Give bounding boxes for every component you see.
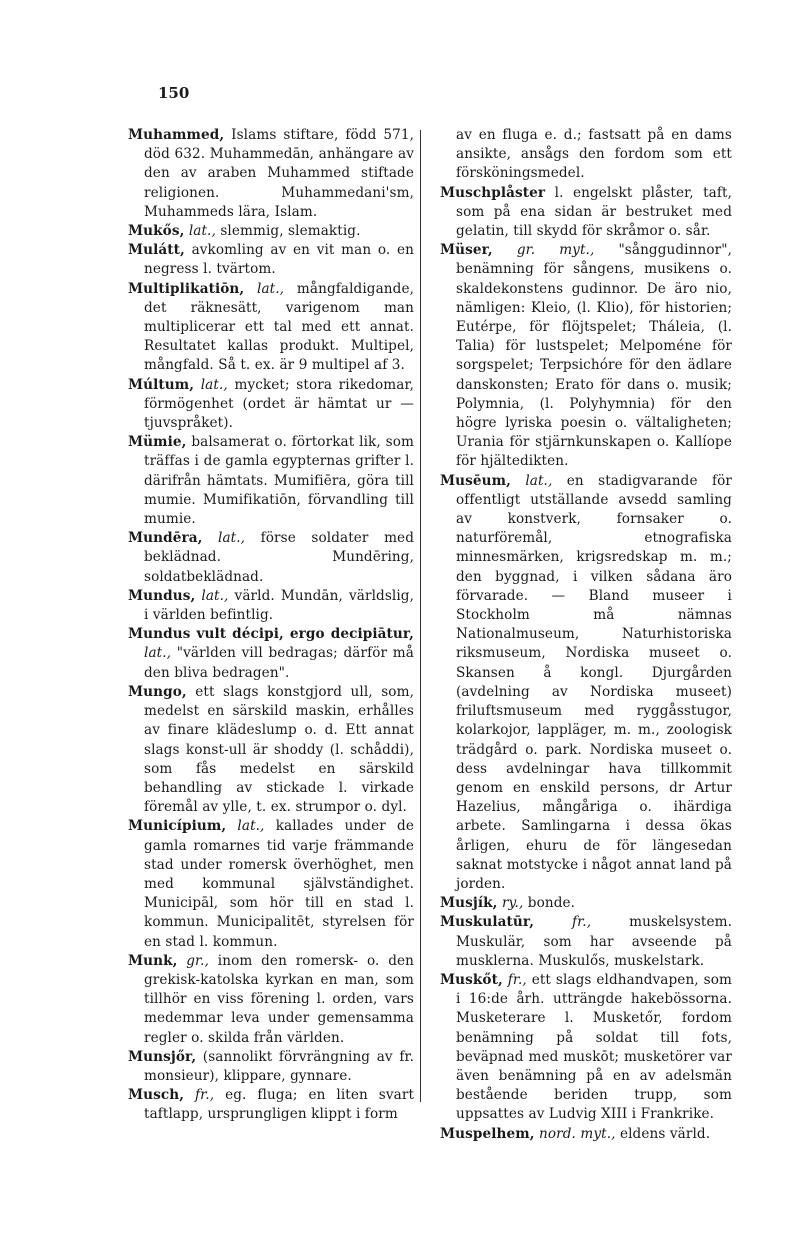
dictionary-entry bbox=[128, 587, 414, 625]
entry-headword: Müser, bbox=[440, 242, 493, 259]
entry-definition: slemmig, slemaktig. bbox=[220, 223, 361, 240]
entry-definition: bonde. bbox=[527, 895, 576, 912]
entry-origin-tag: lat., bbox=[201, 587, 229, 604]
left-column bbox=[128, 126, 414, 1125]
entry-headword: Muspelhem, bbox=[440, 1125, 535, 1142]
entry-origin-tag: gr. myt., bbox=[516, 242, 595, 259]
entry-headword: Mulátt, bbox=[128, 242, 185, 259]
entry-definition: balsamerat o. förtorkat lik, som träffas i de gamla egypternas grifter l. därifrån hämtats. Mumifiēra, göra till mumie. Mumifikatiōn, förvandling till mumie. bbox=[144, 434, 415, 528]
dictionary-entry bbox=[128, 433, 414, 529]
entry-origin-tag: fr., bbox=[195, 1087, 215, 1104]
entry-headword: Musjík, bbox=[440, 895, 498, 912]
entry-headword: Mundus vult décipi, ergo decipiātur, bbox=[128, 626, 414, 643]
entry-headword: Mundēra, bbox=[128, 530, 203, 547]
dictionary-entry bbox=[440, 472, 732, 894]
entry-origin-tag: lat., bbox=[188, 223, 216, 240]
dictionary-entry bbox=[128, 529, 414, 587]
entry-definition: inom den romersk- o. den grekisk-katolska kyrkan en man, som tillhör en viss förening l. orden, vars medemmar leva under gemensamma regler o. skilda från världen. bbox=[144, 952, 415, 1046]
entry-origin-tag: lat., bbox=[200, 376, 228, 393]
entry-origin-tag: ry., bbox=[501, 895, 524, 912]
entry-headword: Mundus, bbox=[128, 587, 196, 604]
entry-headword: Munsjőr, bbox=[128, 1048, 197, 1065]
dictionary-entry bbox=[440, 913, 732, 971]
entry-headword: Municípium, bbox=[128, 818, 227, 835]
dictionary-entry bbox=[128, 625, 414, 683]
entry-definition: avkomling av en vit man o. en negress l. tvärtom. bbox=[144, 242, 415, 278]
entry-definition: (sannolikt förvrängning av fr. monsieur), klippare, gynnare. bbox=[144, 1048, 414, 1084]
entry-definition: "sånggudinnor", benämning för sångens, musikens o. skaldekonstens gudinnor. De äro nio, nämligen: Kleio, (l. Klio), för historien; Eutérpe, för flöjtspelet; Tháleia, (l. Talia) för lustspelet; Melpoméne för sorgspelet; Terpsichóre för den ädlare danskonsten; Erato för dans o. musik; Polymnia, (l. Polyhymnia) för den högre lyriska poesin o. vältaligheten; Urania för stjärnkunskapen o. Kallíope för hjältedikten. bbox=[456, 242, 732, 470]
dictionary-entry bbox=[128, 1048, 414, 1086]
dictionary-entry bbox=[128, 952, 414, 1048]
dictionary-entry bbox=[440, 971, 732, 1125]
entry-headword: Mümie, bbox=[128, 434, 187, 451]
dictionary-entry bbox=[440, 241, 732, 471]
entry-definition: Islams stiftare, född 571, död 632. Muhammedān, anhängare av den av araben Muhammed stiftade religionen. Muhammedani'sm, Muhammeds lära, Islam. bbox=[144, 127, 414, 220]
dictionary-entry bbox=[440, 184, 732, 242]
dictionary-entry bbox=[128, 683, 414, 817]
entry-origin-tag: gr., bbox=[186, 952, 209, 969]
entry-definition: l. engelskt plåster, taft, som på ena sidan är bestruket med gelatin, till skydd för skråmor o. sår. bbox=[456, 184, 732, 240]
entry-origin-tag: fr., bbox=[572, 914, 592, 931]
entry-definition: en stadigvarande för offentligt utställande avsedd samling av konstverk, fornsaker o. naturföremål, etnografiska minnesmärken, krigsredskap m. m.; den byggnad, i vilken sådana äro förvarade. — Bland museer i Stockholm må nämnas Nationalmuseum, Naturhistoriska riksmuseum, Nordiska museet o. Skansen å kongl. Djurgården (avdelning av Nordiska museet) friluftsmuseum med ryggåsstugor, kolarkojor, lappläger, m. m., zoologisk trädgård o. park. Nordiska museet o. dess avdelningar hava tillkommit genom en enskild persons, dr Artur Hazelius, mångåriga o. ihärdiga arbete. Samlingarna i dessa ökas årligen, ehuru de för längesedan saknat motstycke i något annat land på jorden. bbox=[456, 472, 732, 892]
dictionary-entry bbox=[128, 376, 414, 434]
dictionary-entry bbox=[128, 222, 414, 241]
entry-definition: "världen vill bedragas; därför må den bliva bedragen". bbox=[144, 645, 414, 681]
entry-headword: Musēum, bbox=[440, 472, 511, 489]
entry-origin-tag: lat., bbox=[144, 645, 172, 662]
entry-definition: värld. Mundān, världslig, i världen befintlig. bbox=[144, 587, 415, 624]
entry-origin-tag: fr., bbox=[507, 971, 527, 988]
entry-headword: Muskőt, bbox=[440, 971, 503, 988]
entry-headword: Muskulatūr, bbox=[440, 914, 535, 931]
column-divider bbox=[420, 130, 421, 1102]
entry-origin-tag: nord. myt., bbox=[538, 1125, 616, 1142]
entry-headword: Musch, bbox=[128, 1087, 185, 1104]
dictionary-entry bbox=[128, 1086, 414, 1124]
entry-headword: Muschplåster bbox=[440, 184, 546, 201]
entry-definition: ett slags eldhandvapen, som i 16:de årh. utträngde hakebössorna. Musketerare l. Musketőr, fordom benämning på soldat till fots, beväpnad med muskōt; musketörer var även benämning på en av adelsmän bestående beriden trupp, som uppsattes av Ludvig XIII i Frankrike. bbox=[456, 971, 733, 1123]
entry-headword: Mungo, bbox=[128, 683, 187, 700]
dictionary-entry bbox=[440, 1125, 732, 1144]
entry-headword: Mukős, bbox=[128, 223, 185, 240]
entry-definition: muskelsystem. Muskulär, som har avseende på musklerna. Muskulős, muskelstark. bbox=[456, 914, 733, 969]
page-number: 150 bbox=[158, 84, 190, 102]
entry-definition: mångfaldigande, det räknesätt, varigenom man multiplicerar ett tal med ett annat. Resultatet kallas produkt. Multipel, mångfald. Så t. ex. är 9 multipel af 3. bbox=[144, 280, 415, 374]
entry-definition: mycket; stora rikedomar, förmögenhet (ordet är hämtat ur — tjuvspråket). bbox=[144, 376, 415, 432]
entry-origin-tag: lat., bbox=[218, 530, 246, 547]
right-column bbox=[440, 126, 732, 1144]
dictionary-entry bbox=[128, 126, 414, 222]
dictionary-entry bbox=[128, 241, 414, 279]
entry-definition: förse soldater med beklädnad. Mundēring, soldatbeklädnad. bbox=[144, 530, 415, 585]
entry-headword: Multiplikatiōn, bbox=[128, 280, 245, 297]
entry-headword: Muhammed, bbox=[128, 127, 225, 143]
dictionary-entry-continued bbox=[440, 126, 732, 184]
entry-headword: Múltum, bbox=[128, 376, 195, 393]
dictionary-entry bbox=[440, 894, 732, 913]
entry-definition: eg. fluga; en liten svart taftlapp, ursprungligen klippt i form bbox=[144, 1087, 415, 1123]
entry-definition: kallades under de gamla romarnes tid varje främmande stad under romersk överhöghet, men med kommunal självständighet. Municipāl, som hör till en stad l. kommun. Municipalitēt, styrelsen för en stad l. kommun. bbox=[144, 818, 414, 950]
entry-definition: ett slags konstgjord ull, som, medelst en särskild maskin, erhålles av finare klädeslump o. d. Ett annat slags konst-ull är shoddy (l. schåddi), som fås medelst en särskild behandling av stickade l. virkade föremål av ylle, t. ex. strumpor o. dyl. bbox=[144, 683, 415, 816]
dictionary-entry bbox=[128, 817, 414, 951]
dictionary-entry bbox=[128, 280, 414, 376]
entry-definition: av en fluga e. d.; fastsatt på en dams ansikte, ansågs den fordom som ett försköningsmedel. bbox=[456, 127, 732, 182]
entry-definition: eldens värld. bbox=[619, 1125, 711, 1142]
entry-origin-tag: lat., bbox=[257, 280, 285, 297]
entry-origin-tag: lat., bbox=[525, 472, 553, 489]
entry-headword: Munk, bbox=[128, 952, 178, 969]
entry-origin-tag: lat., bbox=[237, 818, 265, 835]
